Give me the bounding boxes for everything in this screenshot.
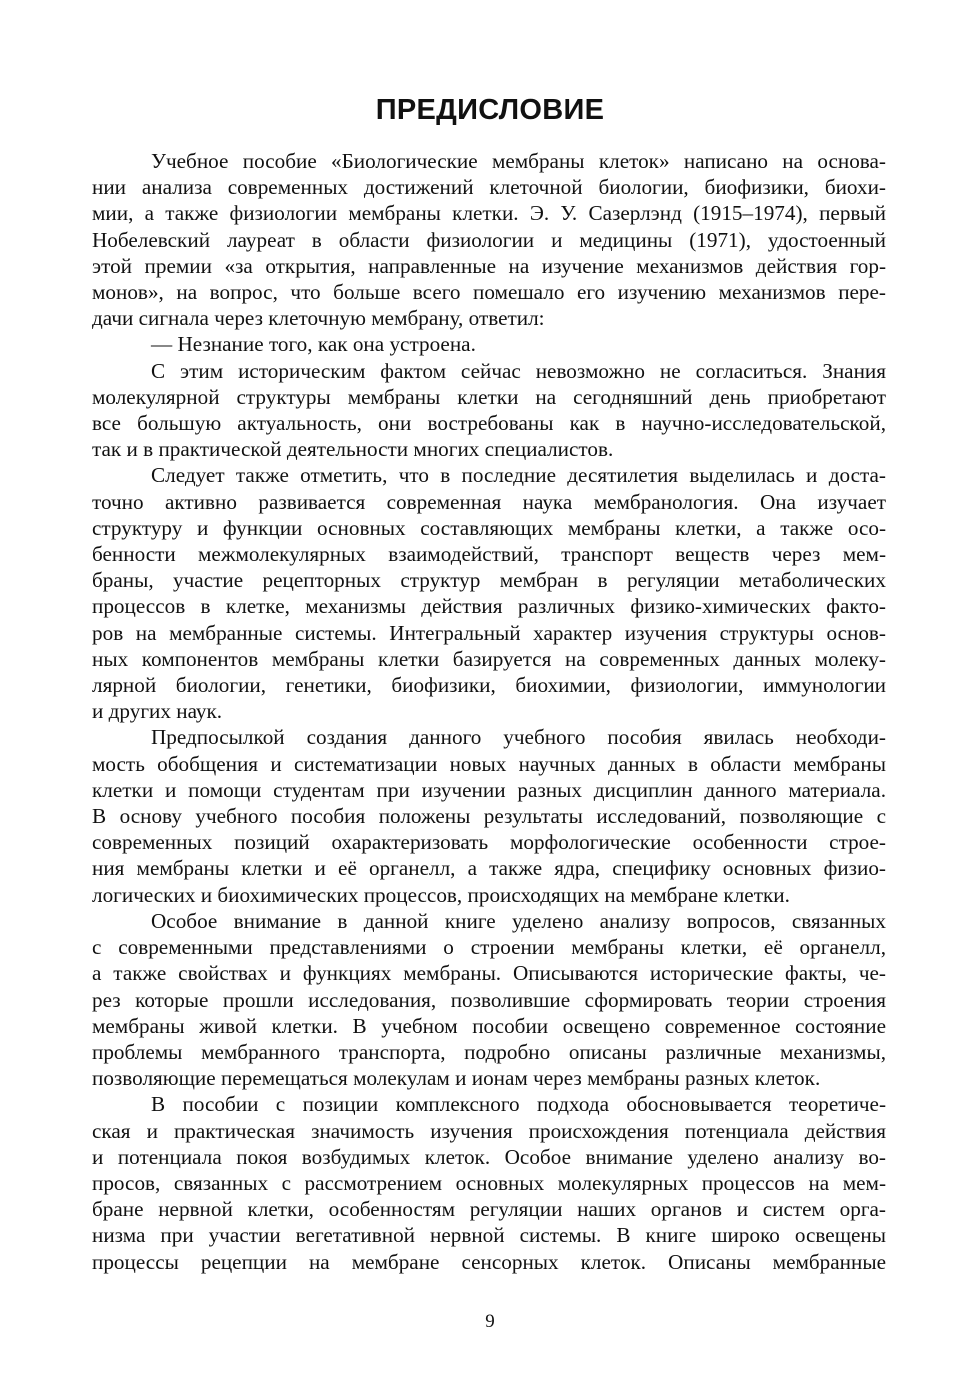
- text-line: Нобелевский лауреат в области физиологии и медицины (1971), удостоенный: [92, 227, 886, 252]
- text-line: Следует также отметить, что в последние десятилетия выделилась и доста-: [151, 463, 886, 488]
- text-line: нии анализа современных достижений клеточной биологии, биофизики, биохи-: [92, 175, 886, 200]
- text-line: позволяющие перемещаться молекулам и ионам через мембраны разных клеток.: [92, 1066, 821, 1091]
- text-line: В основу учебного пособия положены результаты исследований, позволяющие с: [92, 804, 886, 829]
- text-line: бенности межмолекулярных взаимодействий, транспорт веществ через мем-: [92, 542, 886, 567]
- text-line: и потенциала покоя возбудимых клеток. Особое внимание уделено анализу во-: [92, 1144, 886, 1169]
- page-title: ПРЕДИСЛОВИЕ: [375, 94, 605, 126]
- text-line: с современными представлениями о строении мембраны клетки, её органелл,: [92, 935, 886, 960]
- text-line: все большую актуальность, они востребованы как в научно-исследовательской,: [92, 411, 886, 436]
- text-line: так и в практической деятельности многих специалистов.: [92, 437, 614, 462]
- text-line: Особое внимание в данной книге уделено анализу вопросов, связанных: [151, 908, 886, 933]
- text-line: процессов в клетке, механизмы действия различных физико-химических факто-: [92, 594, 886, 619]
- text-line: мии, а также физиологии мембраны клетки. Э. У. Сазерлэнд (1915–1974), первый: [92, 201, 886, 226]
- text-line: просов, связанных с рассмотрением основных молекулярных процессов на мем-: [92, 1170, 886, 1195]
- text-line: логических и биохимических процессов, происходящих на мембране клетки.: [92, 882, 790, 907]
- text-line: ния мембраны клетки и её органелл, а также ядра, специфику основных физио-: [92, 856, 886, 881]
- paragraph: [92, 331, 886, 357]
- text-line: бране нервной клетки, особенностям регуляции наших органов и систем орга-: [92, 1197, 886, 1222]
- text-line: процессы рецепции на мембране сенсорных клеток. Описаны мембранные: [92, 1249, 886, 1274]
- text-line: браны, участие рецепторных структур мембран в регуляции метаболических: [92, 568, 886, 593]
- text-line: а также свойствах и функциях мембраны. Описываются исторические факты, че-: [92, 961, 886, 986]
- text-line: молекулярной структуры мембраны клетки на сегодняшний день приобретают: [92, 384, 886, 409]
- text-line: мость обобщения и систематизации новых научных данных в области мембраны: [92, 751, 886, 776]
- text-line: ров на мембранные системы. Интегральный характер изучения структуры основ-: [92, 620, 886, 645]
- text-line: этой премии «за открытия, направленные на изучение механизмов действия гор-: [92, 253, 886, 278]
- paragraph: [92, 908, 886, 1091]
- text-line: Предпосылкой создания данного учебного пособия явилась необходи-: [151, 725, 886, 750]
- text-line: точно активно развивается современная наука мембранология. Она изучает: [92, 489, 886, 514]
- text-line: рез которые прошли исследования, позволившие сформировать теории строения: [92, 987, 886, 1012]
- text-line: С этим историческим фактом сейчас невозможно не согласиться. Знания: [151, 358, 886, 383]
- text-line: низма при участии вегетативной нервной системы. В книге широко освещены: [92, 1223, 886, 1248]
- paragraph: [92, 148, 886, 331]
- text-line: ных компонентов мембраны клетки базируется на современных данных молеку-: [92, 646, 886, 671]
- text-line: структуру и функции основных составляющих мембраны клетки, а также осо-: [92, 515, 886, 540]
- text-line: монов», на вопрос, что больше всего помешало его изучению механизмов пере-: [92, 280, 886, 305]
- text-line: ская и практическая значимость изучения происхождения потенциала действия: [92, 1118, 886, 1143]
- text-line: клетки и помощи студентам при изучении разных дисциплин данного материала.: [92, 777, 886, 802]
- body-text: [92, 148, 886, 1275]
- paragraph: [92, 462, 886, 724]
- text-line: и других наук.: [92, 699, 223, 724]
- text-line: мембраны живой клетки. В учебном пособии освещено современное состояние: [92, 1013, 886, 1038]
- text-line: — Незнание того, как она устроена.: [151, 332, 476, 357]
- text-line: Учебное пособие «Биологические мембраны клеток» написано на основа-: [151, 149, 886, 173]
- page-number: 9: [485, 1311, 495, 1332]
- text-line: современных позиций охарактеризовать морфологические особенности строе-: [92, 830, 886, 855]
- paragraph: [92, 358, 886, 463]
- paragraph: [92, 724, 886, 907]
- paragraph: [92, 1091, 886, 1274]
- text-line: проблемы мембранного транспорта, подробно описаны различные механизмы,: [92, 1039, 886, 1064]
- text-line: дачи сигнала через клеточную мембрану, ответил:: [92, 306, 545, 331]
- text-line: В пособии с позиции комплексного подхода обосновывается теоретиче-: [151, 1092, 886, 1117]
- text-line: лярной биологии, генетики, биофизики, биохимии, физиологии, иммунологии: [92, 673, 886, 698]
